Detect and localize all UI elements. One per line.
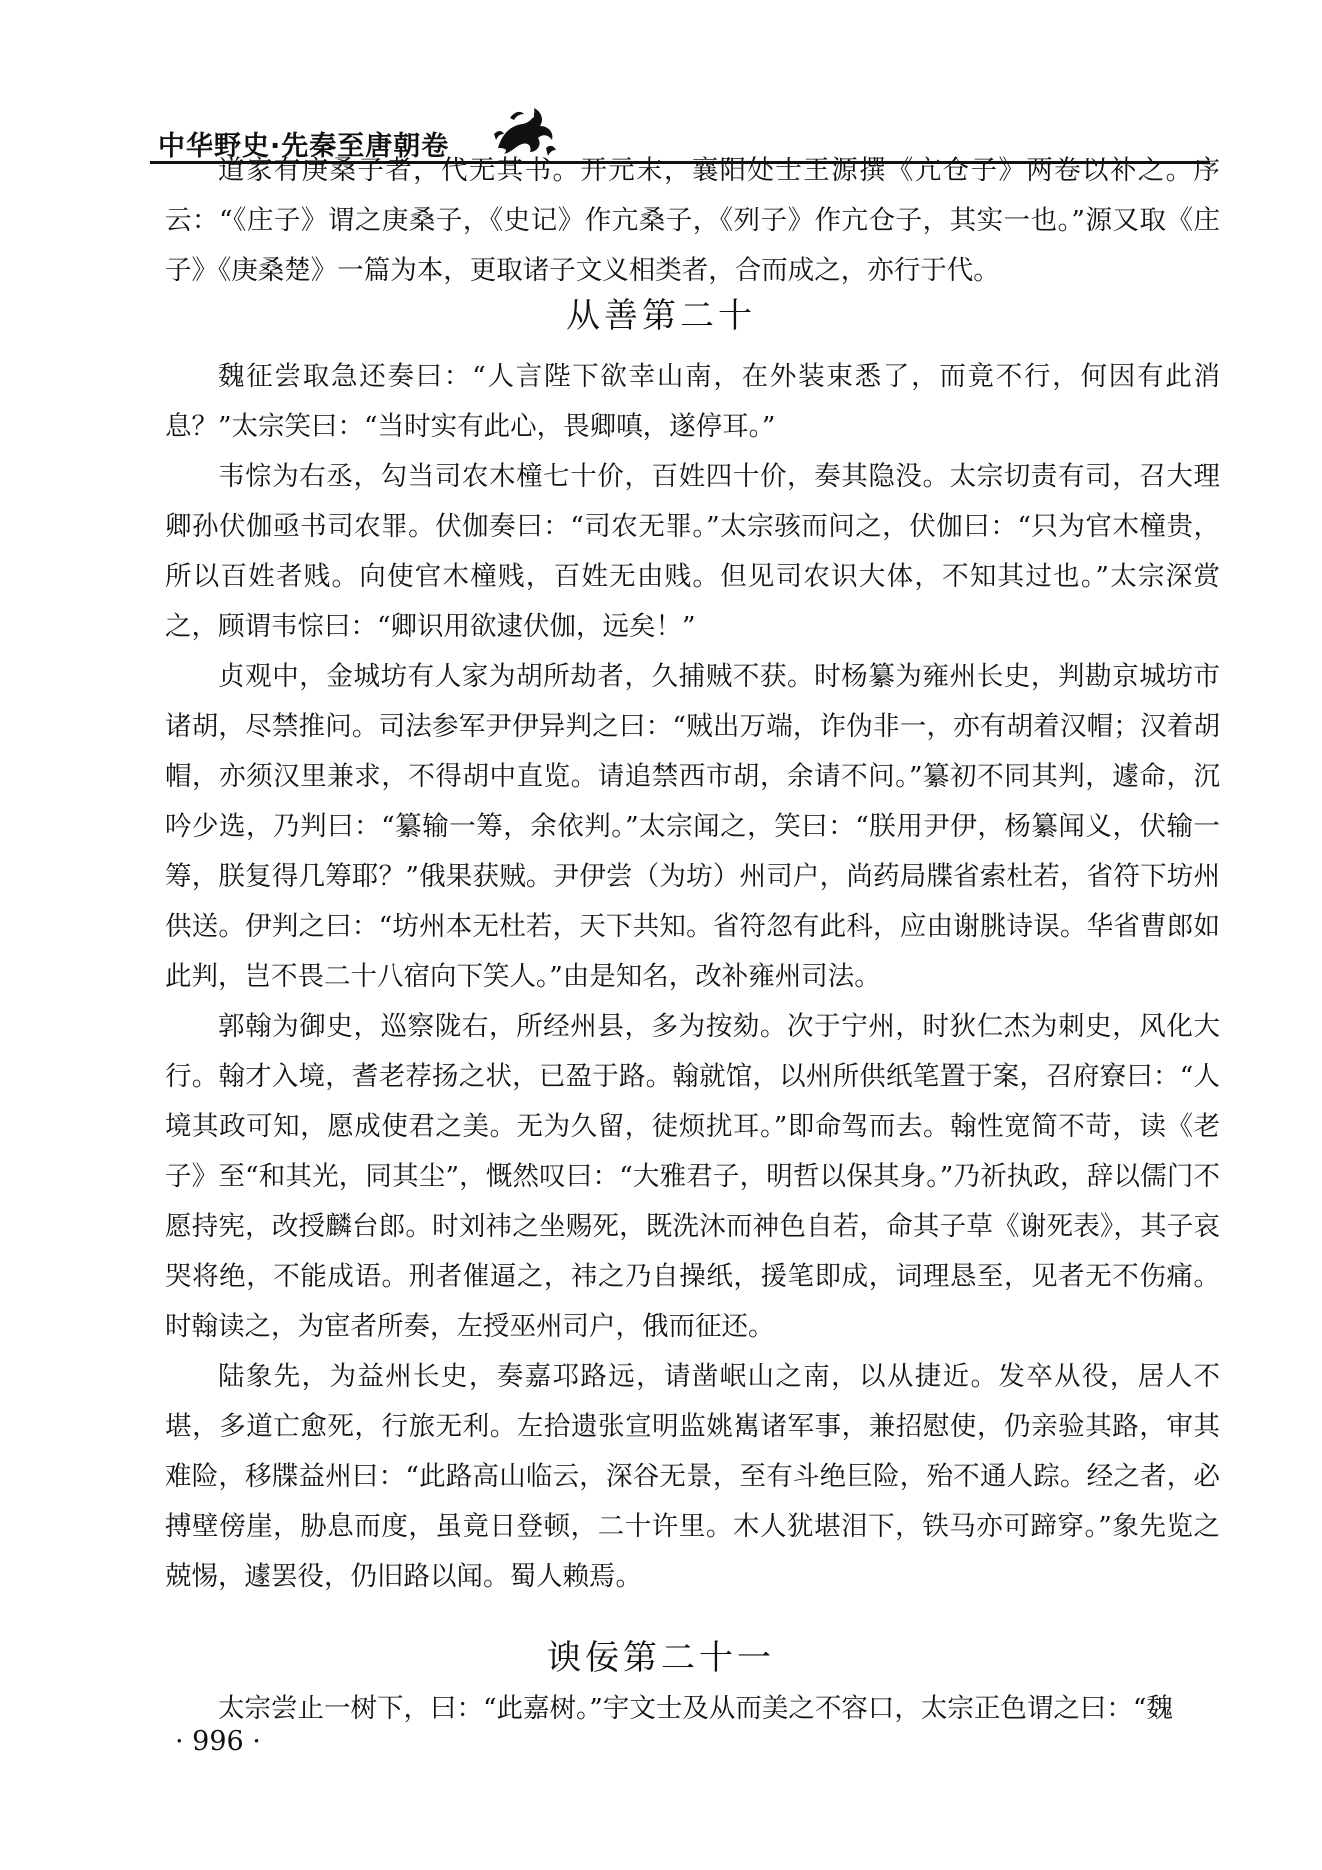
paragraph: 郭翰为御史，巡察陇右，所经州县，多为按劾。次于宁州，时狄仁杰为刺史，风化大行。翰才入境，耆老荐扬之状，已盈于路。翰就馆，以州所供纸笔置于案，召府寮曰：“人境其政可知，愿成使君之美。无为久留，徒烦扰耳。”即命驾而去。翰性宽简不苛，读《老子》至“和其光，同其尘”，慨然叹曰：“大雅君子，明哲以保其身。”乃祈执政，辞以儒门不愿持宪，改授麟台郎。时刘祎之坐赐死，既洗沐而神色自若，命其子草《谢死表》，其子哀哭将绝，不能成语。刑者催逼之，祎之乃自操纸，援笔即成，词理恳至，见者无不伤痛。时翰读之，为宦者所奏，左授巫州司户，俄而征还。 bbox=[165, 1011, 1220, 1342]
section2-body bbox=[165, 1684, 1220, 1734]
paragraph: 韦悰为右丞，勾当司农木橦七十价，百姓四十价，奏其隐没。太宗切责有司，召大理卿孙伏伽亟书司农罪。伏伽奏曰：“司农无罪。”太宗骇而问之，伏伽曰：“只为官木橦贵，所以百姓者贱。向使官木橦贱，百姓无由贱。但见司农识大体，不知其过也。”太宗深赏之，顾谓韦悰曰：“卿识用欲逮伏伽，远矣！” bbox=[165, 461, 1220, 642]
section-title-congshan: 从善第二十 bbox=[566, 296, 756, 336]
paragraph: 太宗尝止一树下，曰：“此嘉树。”宇文士及从而美之不容口，太宗正色谓之曰：“魏 bbox=[218, 1693, 1173, 1724]
book-title: 中华野史·先秦至唐朝卷 bbox=[158, 131, 450, 162]
paragraph: 陆象先，为益州长史，奏嘉邛路远，请凿岷山之南，以从捷近。发卒从役，居人不堪，多道亡愈死，行旅无利。左拾遗张宣明监姚嶲诸军事，兼招慰使，仍亲验其路，审其难险，移牒益州曰：“此路高山临云，深谷无景，至有斗绝巨险，殆不通人踪。经之者，必搏壁傍崖，胁息而度，虽竟日登顿，二十许里。木人犹堪泪下，铁马亦可蹄穿。”象先览之兢惕，遽罢役，仍旧路以闻。蜀人赖焉。 bbox=[165, 1361, 1220, 1592]
paragraph: 魏征尝取急还奏曰：“人言陛下欲幸山南，在外装束悉了，而竟不行，何因有此消息？”太宗笑曰：“当时实有此心，畏卿嗔，遂停耳。” bbox=[165, 361, 1220, 442]
intro-paragraph: 道家有庚桑子者，代无其书。开元末，襄阳处士王源撰《亢仓子》两卷以补之。序云：“《庄子》谓之庚桑子，《史记》作亢桑子，《列子》作亢仓子，其实一也。”源又取《庄子》《庚桑楚》一篇为本，更取诸子文义相类者，合而成之，亦行于代。 bbox=[165, 155, 1220, 286]
section-title-yuning: 谀佞第二十一 bbox=[547, 1638, 775, 1678]
section1-body bbox=[165, 352, 1220, 1602]
page-number: · 996 · bbox=[175, 1726, 261, 1757]
paragraph: 贞观中，金城坊有人家为胡所劫者，久捕贼不获。时杨纂为雍州长史，判勘京城坊市诸胡，尽禁推问。司法参军尹伊异判之曰：“贼出万端，诈伪非一，亦有胡着汉帽；汉着胡帽，亦须汉里兼求，不得胡中直览。请追禁西市胡，余请不问。”纂初不同其判，遽命，沉吟少选，乃判曰：“纂输一筹，余依判。”太宗闻之，笑曰：“朕用尹伊，杨纂闻义，伏输一筹，朕复得几筹耶？”俄果获贼。尹伊尝（为坊）州司户，尚药局牒省索杜若，省符下坊州供送。伊判之曰：“坊州本无杜若，天下共知。省符忽有此科，应由谢朓诗误。华省曹郎如此判，岂不畏二十八宿向下笑人。”由是知名，改补雍州司法。 bbox=[165, 661, 1220, 992]
intro-block bbox=[165, 146, 1220, 296]
